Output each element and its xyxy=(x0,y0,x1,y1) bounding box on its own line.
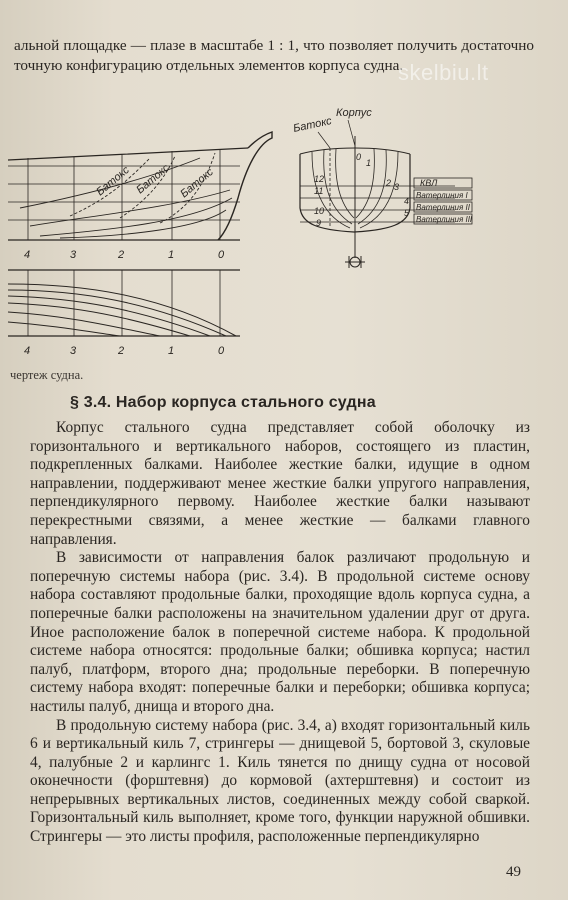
section-number: 5 xyxy=(404,208,410,218)
frame-number: 1 xyxy=(168,345,175,357)
frame-number: 0 xyxy=(218,249,225,261)
section-number: 3 xyxy=(394,182,400,192)
frame-number: 4 xyxy=(24,249,31,261)
hull-label: Корпус xyxy=(336,107,372,119)
buttock-label-2: Батокс xyxy=(134,162,172,197)
frame-number: 0 xyxy=(218,345,225,357)
waterline-3-label: Ватерлиния III xyxy=(416,215,473,224)
section-number: 9 xyxy=(316,218,322,228)
ship-drawing-figure xyxy=(0,98,568,368)
frame-number: 2 xyxy=(118,249,125,261)
frame-number: 2 xyxy=(118,345,125,357)
section-heading: § 3.4. Набор корпуса стального судна xyxy=(70,394,376,411)
body-text xyxy=(30,419,530,847)
section-number: 11 xyxy=(314,186,324,196)
frame-number: 1 xyxy=(168,249,175,261)
half-breadth-view xyxy=(8,270,240,336)
paragraph: Корпус стального судна представляет собой оболочку из горизонтального и вертикального наборов, состоящего из пластин, подкрепленных балками. Наиболее жесткие балки, идущие в одном направлении, поддерживают менее жесткие балки упругого направления, перпендикулярного первому. Наиболее жесткие балки называют перекрестными связями, а менее жесткие — балками главного направления. xyxy=(30,419,530,548)
waterline-1-label: Ватерлиния I xyxy=(416,191,468,200)
buttock-label-3: Батокс xyxy=(178,166,216,201)
buttock-label-1: Батокс xyxy=(94,164,132,199)
watermark: skelbiu.lt xyxy=(398,60,489,85)
section-number: 12 xyxy=(314,174,325,184)
waterline-2-label: Ватерлиния II xyxy=(416,203,470,212)
top-paragraph-text: альной площадке — плазе в масштабе 1 : 1, что позволяет получить достаточно точную конфигурацию отдельных элементов корпуса судна. xyxy=(14,37,534,74)
section-number: 1 xyxy=(366,158,372,168)
section-number: 2 xyxy=(386,178,392,188)
figure-caption: чертеж судна. xyxy=(10,368,84,382)
page-number: 49 xyxy=(506,864,521,880)
section-number: 10 xyxy=(314,206,325,216)
frame-number: 3 xyxy=(70,345,77,357)
section-number: 0 xyxy=(356,152,362,162)
paragraph: В продольную систему набора (рис. 3.4, а) входят горизонтальный киль 6 и вертикальный киль 7, стрингеры — днищевой 5, бортовой 3, скуловые 4, палубные 2 и карлингс 1. Киль тянется по днищу судна от носовой оконечности (форштевня) до кормовой (ахтерштевня) и состоит из непрерывных вертикальных листов, соединенных между собой сваркой. Горизонтальный киль выполняет, кроме того, функции наружной обшивки. Стрингеры — это листы профиля, расположенные перпендикулярно xyxy=(30,716,530,846)
frame-number: 3 xyxy=(70,249,77,261)
paragraph: В зависимости от направления балок различают продольную и поперечную системы набора (рис. 3.4). В продольной системе основу набора составляют продольные балки, проходящие вдоль корпуса судна, а поперечные балки расположены на значительном удалении друг от друга. Иное расположение балок в поперечной системе набора. К продольной системе набора относятся: продольные балки; обшивка корпуса; настил палуб, платформ, второго дна; продольные переборки. В поперечную систему набора входят: поперечные балки и переборки; обшивка корпуса; настилы палуб, днища и второго дна. xyxy=(30,549,530,715)
buttock-label: Батокс xyxy=(292,115,333,135)
kvl-label: КВЛ xyxy=(420,178,438,188)
section-number: 4 xyxy=(404,196,410,206)
frame-number: 4 xyxy=(24,345,31,357)
